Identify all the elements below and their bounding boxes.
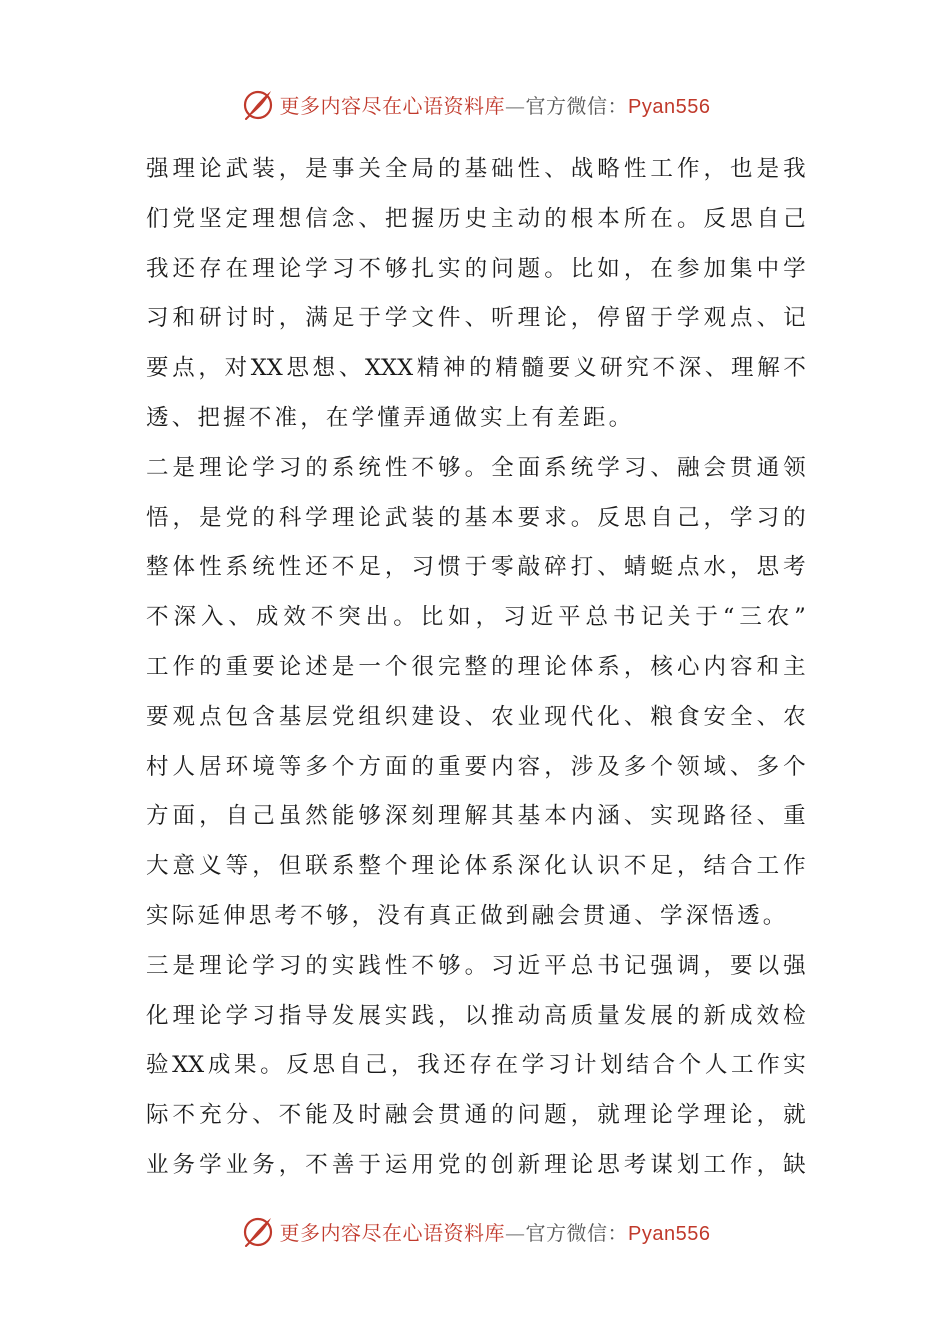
text-line: 三 是 理 论 学 习 的 实 践 性 不 够 。 习 近 平 总 书 记 强 调 ， 要 以 强 [146,952,806,979]
text-line: 二 是 理 论 学 习 的 系 统 性 不 够 。 全 面 系 统 学 习 、 融 会 贯 通 领 [146,454,806,481]
footer-banner-wechat-id: Pyan556 [628,1222,711,1245]
text-line: 方 面 ， 自 己 虽 然 能 够 深 刻 理 解 其 基 本 内 涵 、 实 现 路 径 、 重 [146,803,806,830]
text-line: 要 观 点 包 含 基 层 党 组 织 建 设 、 农 业 现 代 化 、 粮 食 安 全 、 农 [146,703,806,730]
text-line: 村 人 居 环 境 等 多 个 方 面 的 重 要 内 容 ， 涉 及 多 个 领 域 、 多 个 [146,753,806,780]
footer-banner-text [280,1217,711,1246]
text-line: 工 作 的 重 要 论 述 是 一 个 很 完 整 的 理 论 体 系 ， 核 心 内 容 和 主 [146,653,806,680]
document-body [146,145,806,1191]
text-line: 不 深 入 、 成 效 不 突 出 。 比 如 ， 习 近 平 总 书 记 关 于 “ 三 农 ” [146,604,806,631]
header-banner-wechat-label: 官方微信： [525,93,629,118]
text-line: 强 理 论 武 装 ， 是 事 关 全 局 的 基 础 性 、 战 略 性 工 作 ， 也 是 我 [146,156,806,182]
footer-banner-wechat-label: 官方微信： [525,1220,629,1245]
text-line: 悟 ， 是 党 的 科 学 理 论 武 装 的 基 本 要 求 。 反 思 自 己 ， 学 习 的 [146,504,806,531]
text-line: 业 务 学 业 务 ， 不 善 于 运 用 党 的 创 新 理 论 思 考 谋 划 工 作 ， 缺 [146,1151,806,1178]
header-banner-wechat-id: Pyan556 [628,95,711,118]
text-line: 习 和 研 讨 时 ， 满 足 于 学 文 件 、 听 理 论 ， 停 留 于 学 观 点 、 记 [146,305,806,332]
header-banner-separator: — [505,93,526,118]
header-banner-text [280,90,711,119]
text-line: 验 XX 成 果 。 反 思 自 己 ， 我 还 存 在 学 习 计 划 结 合 个 人 工 作 实 [146,1052,806,1079]
text-line: 大 意 义 等 ， 但 联 系 整 个 理 论 体 系 深 化 认 识 不 足 ， 结 合 工 作 [146,853,806,880]
text-line: 化 理 论 学 习 指 导 发 展 实 践 ， 以 推 动 高 质 量 发 展 的 新 成 效 检 [146,1002,806,1029]
text-line: 际 不 充 分 、 不 能 及 时 融 会 贯 通 的 问 题 ， 就 理 论 学 理 论 ， 就 [146,1102,806,1129]
footer-banner-separator: — [505,1220,526,1245]
text-line: 透、把握不准，在学懂弄通做实上有差距。 [146,404,635,431]
footer-banner [0,1211,950,1251]
header-banner [0,84,950,124]
text-line: 我 还 存 在 理 论 学 习 不 够 扎 实 的 问 题 。 比 如 ， 在 参 加 集 中 学 [146,255,806,282]
quill-pen-logo-icon [240,86,276,122]
footer-banner-main: 更多内容尽在心语资料库 [279,1220,506,1245]
text-line: 要 点 ， 对 XX 思 想 、 XXX 精 神 的 精 髓 要 义 研 究 不 深 、 理 解 不 [146,355,806,382]
header-banner-main: 更多内容尽在心语资料库 [279,93,506,118]
text-line: 们 党 坚 定 理 想 信 念 、 把 握 历 史 主 动 的 根 本 所 在 。 反 思 自 己 [146,205,806,232]
text-line: 实际延伸思考不够，没有真正做到融会贯通、学深悟透。 [146,902,789,929]
text-line: 整 体 性 系 统 性 还 不 足 ， 习 惯 于 零 敲 碎 打 、 蜻 蜓 点 水 ， 思 考 [146,554,806,581]
quill-pen-logo-icon [240,1213,276,1249]
